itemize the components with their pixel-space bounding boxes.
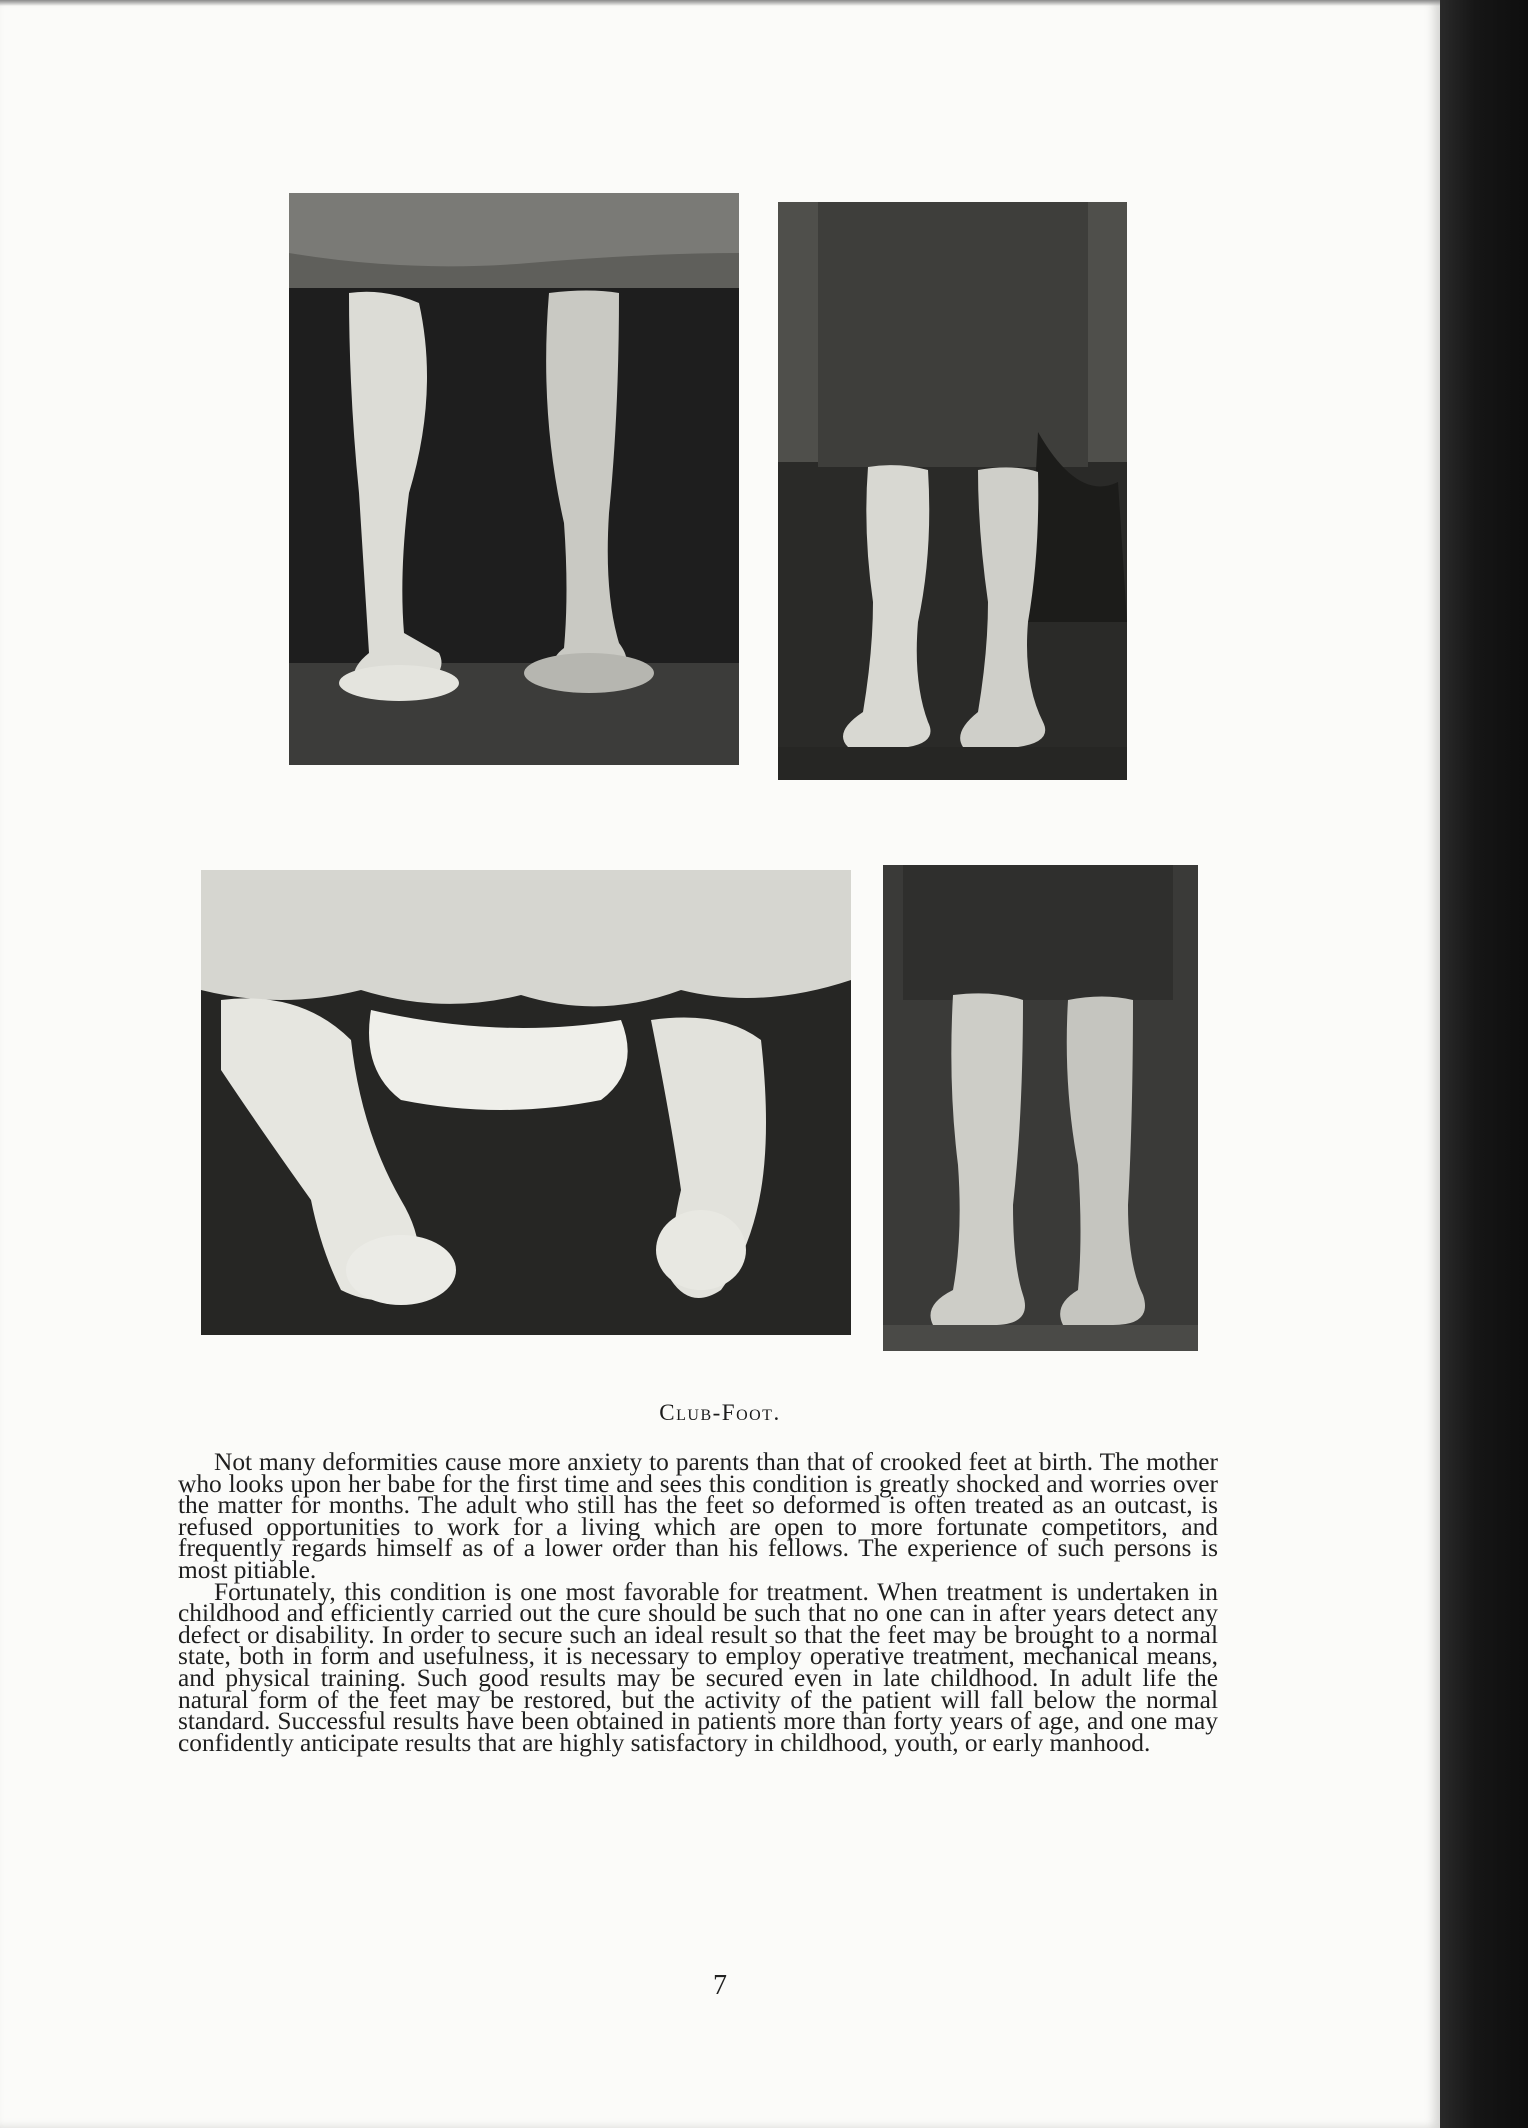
photo-club-feet-skirt	[289, 193, 739, 765]
page-number: 7	[713, 1970, 727, 2001]
photo-child-legs-standing	[883, 865, 1198, 1351]
body-text	[178, 1448, 1218, 1757]
paragraph: Not many deformities cause more anxiety to parents than that of crooked feet at birth. The mother who looks upon her babe for the first time and sees this condition is greatly shocked and worries over the matter for months. The adult who still has the feet so deformed is often treated as an outcast, is refused opportunities to work for a living which are open to more fortunate competitors, and frequently regards himself as of a lower order than his fellows. The experience of such persons is most pitiable.	[178, 1448, 1218, 1584]
figure-caption: Club-Foot.	[659, 1400, 781, 1425]
photo-infant-club-feet	[201, 870, 851, 1335]
page-edge-shadow	[1440, 0, 1528, 2128]
photo-child-shorts-standing	[778, 202, 1127, 780]
page-top-edge	[0, 0, 1440, 6]
paragraph: Fortunately, this condition is one most favorable for treatment. When treatment is undertaken in childhood and efficiently carried out the cure should be such that no one can in after years detect any defect or disability. In order to secure such an ideal result so that the feet may be brought to a normal state, both in form and usefulness, it is necessary to employ operative treatment, mechanical means, and physical training. Such good results may be secured even in late childhood. In adult life the natural form of the feet may be restored, but the activity of the patient will fall below the normal standard. Successful results have been obtained in patients more than forty years of age, and one may confidently anticipate results that are highly satisfactory in childhood, youth, or early manhood.	[178, 1577, 1218, 1757]
